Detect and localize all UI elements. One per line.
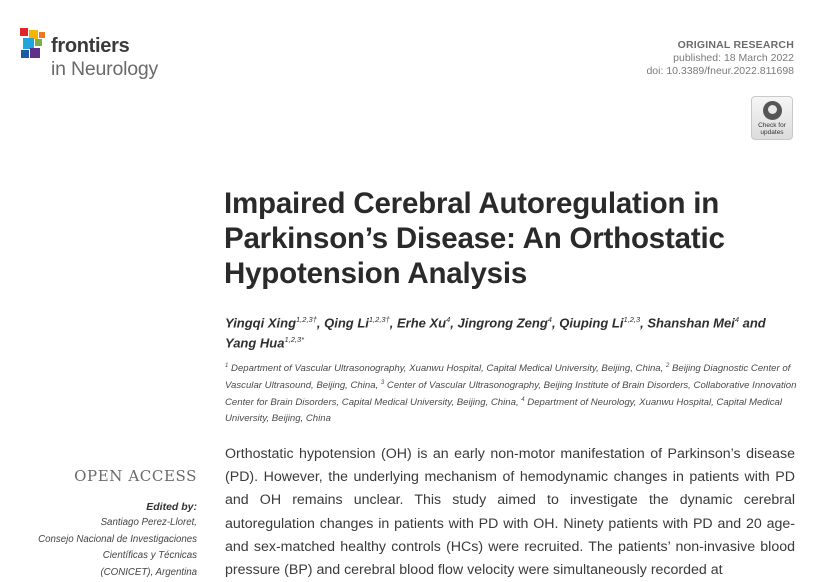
author-list	[225, 311, 800, 352]
author-name[interactable]: Qing Li	[324, 315, 369, 331]
journal-name-line1: frontiers	[51, 35, 130, 57]
affiliation-text: Department of Vascular Ultrasonography, Xuanwu Hospital, Capital Medical University, Beijing, China,	[228, 363, 666, 375]
author-affiliation-marker: 4	[446, 315, 451, 324]
article-meta	[646, 39, 794, 78]
affiliation-number: 4	[521, 397, 525, 404]
author-name[interactable]: Erhe Xu	[396, 315, 447, 331]
abstract-text: Orthostatic hypotension (OH) is an early non-motor manifestation of Parkinson’s disease (PD). However, the underlying mechanism of hemodynamic changes in patients with PD and OH remains unclear. This study aimed to investigate the dynamic cerebral autoregulation changes in patients with PD with OH. Ninety patients with PD and 20 age- and sex-matched healthy controls (HCs) were recruited. The patients’ non-invasive blood pressure (BP) and cerebral blood flow velocity were simultaneously recorded at	[225, 446, 795, 579]
affiliation-text: Beijing Diagnostic Center of Vascular Ultrasound, Beijing, China,	[225, 363, 791, 392]
author-affiliation-marker: 4	[734, 315, 739, 324]
journal-name-line2: in Neurology	[51, 58, 159, 80]
editor-info[interactable]	[0, 515, 197, 581]
author-separator: ,	[551, 315, 560, 331]
author-name[interactable]: Shanshan Mei	[647, 315, 735, 331]
affiliation-text: Department of Neurology, Xuanwu Hospital, Capital Medical University, Beijing, China	[225, 397, 783, 424]
author-affiliation-marker: 1,2,3†	[296, 315, 317, 324]
affiliation-text: Center of Vascular Ultrasonography, Beijing Institute of Brain Disorders, Collaborative Innovation Center for Brain Disorders, Capital Medical University, Beijing, China,	[225, 380, 797, 409]
published-date: published: 18 March 2022	[673, 52, 794, 64]
author-separator: ,	[450, 315, 458, 331]
article-type: ORIGINAL RESEARCH	[677, 39, 794, 51]
editor-line: Científicas y Técnicas	[102, 550, 197, 561]
editor-line: (CONICET), Argentina	[100, 566, 197, 578]
author-affiliation-marker: 1,2,3*	[284, 335, 305, 345]
editor-line: Consejo Nacional de Investigaciones	[38, 533, 197, 545]
author-name[interactable]: Yang Hua	[225, 335, 285, 351]
editor-line: Santiago Perez-Lloret,	[100, 517, 197, 528]
affiliation-number: 3	[380, 380, 385, 387]
check-for-updates-label: Check for updates	[758, 122, 786, 136]
article-title: Impaired Cerebral Autoregulation in Parkinson’s Disease: An Orthostatic Hypotension Analysis	[224, 187, 725, 290]
author-name[interactable]: Qiuping Li	[559, 315, 624, 331]
author-separator: ,	[316, 315, 325, 331]
author-name[interactable]: Yingqi Xing	[225, 315, 297, 331]
author-separator: and	[738, 315, 766, 331]
edited-by-label: Edited by:	[146, 501, 197, 513]
affiliation-number: 2	[665, 363, 670, 369]
author-affiliation-marker: 1,2,3	[623, 315, 641, 324]
affiliations	[225, 359, 800, 426]
check-for-updates-button[interactable]	[751, 96, 793, 140]
journal-logo[interactable]	[20, 26, 190, 78]
author-separator: ,	[389, 315, 397, 331]
crossmark-icon	[763, 101, 782, 120]
doi-link[interactable]: doi: 10.3389/fneur.2022.811698	[646, 65, 794, 77]
author-affiliation-marker: 4	[547, 315, 552, 324]
author-affiliation-marker: 1,2,3†	[368, 315, 390, 324]
frontiers-logo-icon	[20, 28, 48, 62]
affiliation-number: 1	[225, 363, 229, 369]
author-separator: ,	[640, 315, 648, 331]
open-access-label: OPEN ACCESS	[74, 467, 197, 485]
author-name[interactable]: Jingrong Zeng	[457, 315, 548, 331]
